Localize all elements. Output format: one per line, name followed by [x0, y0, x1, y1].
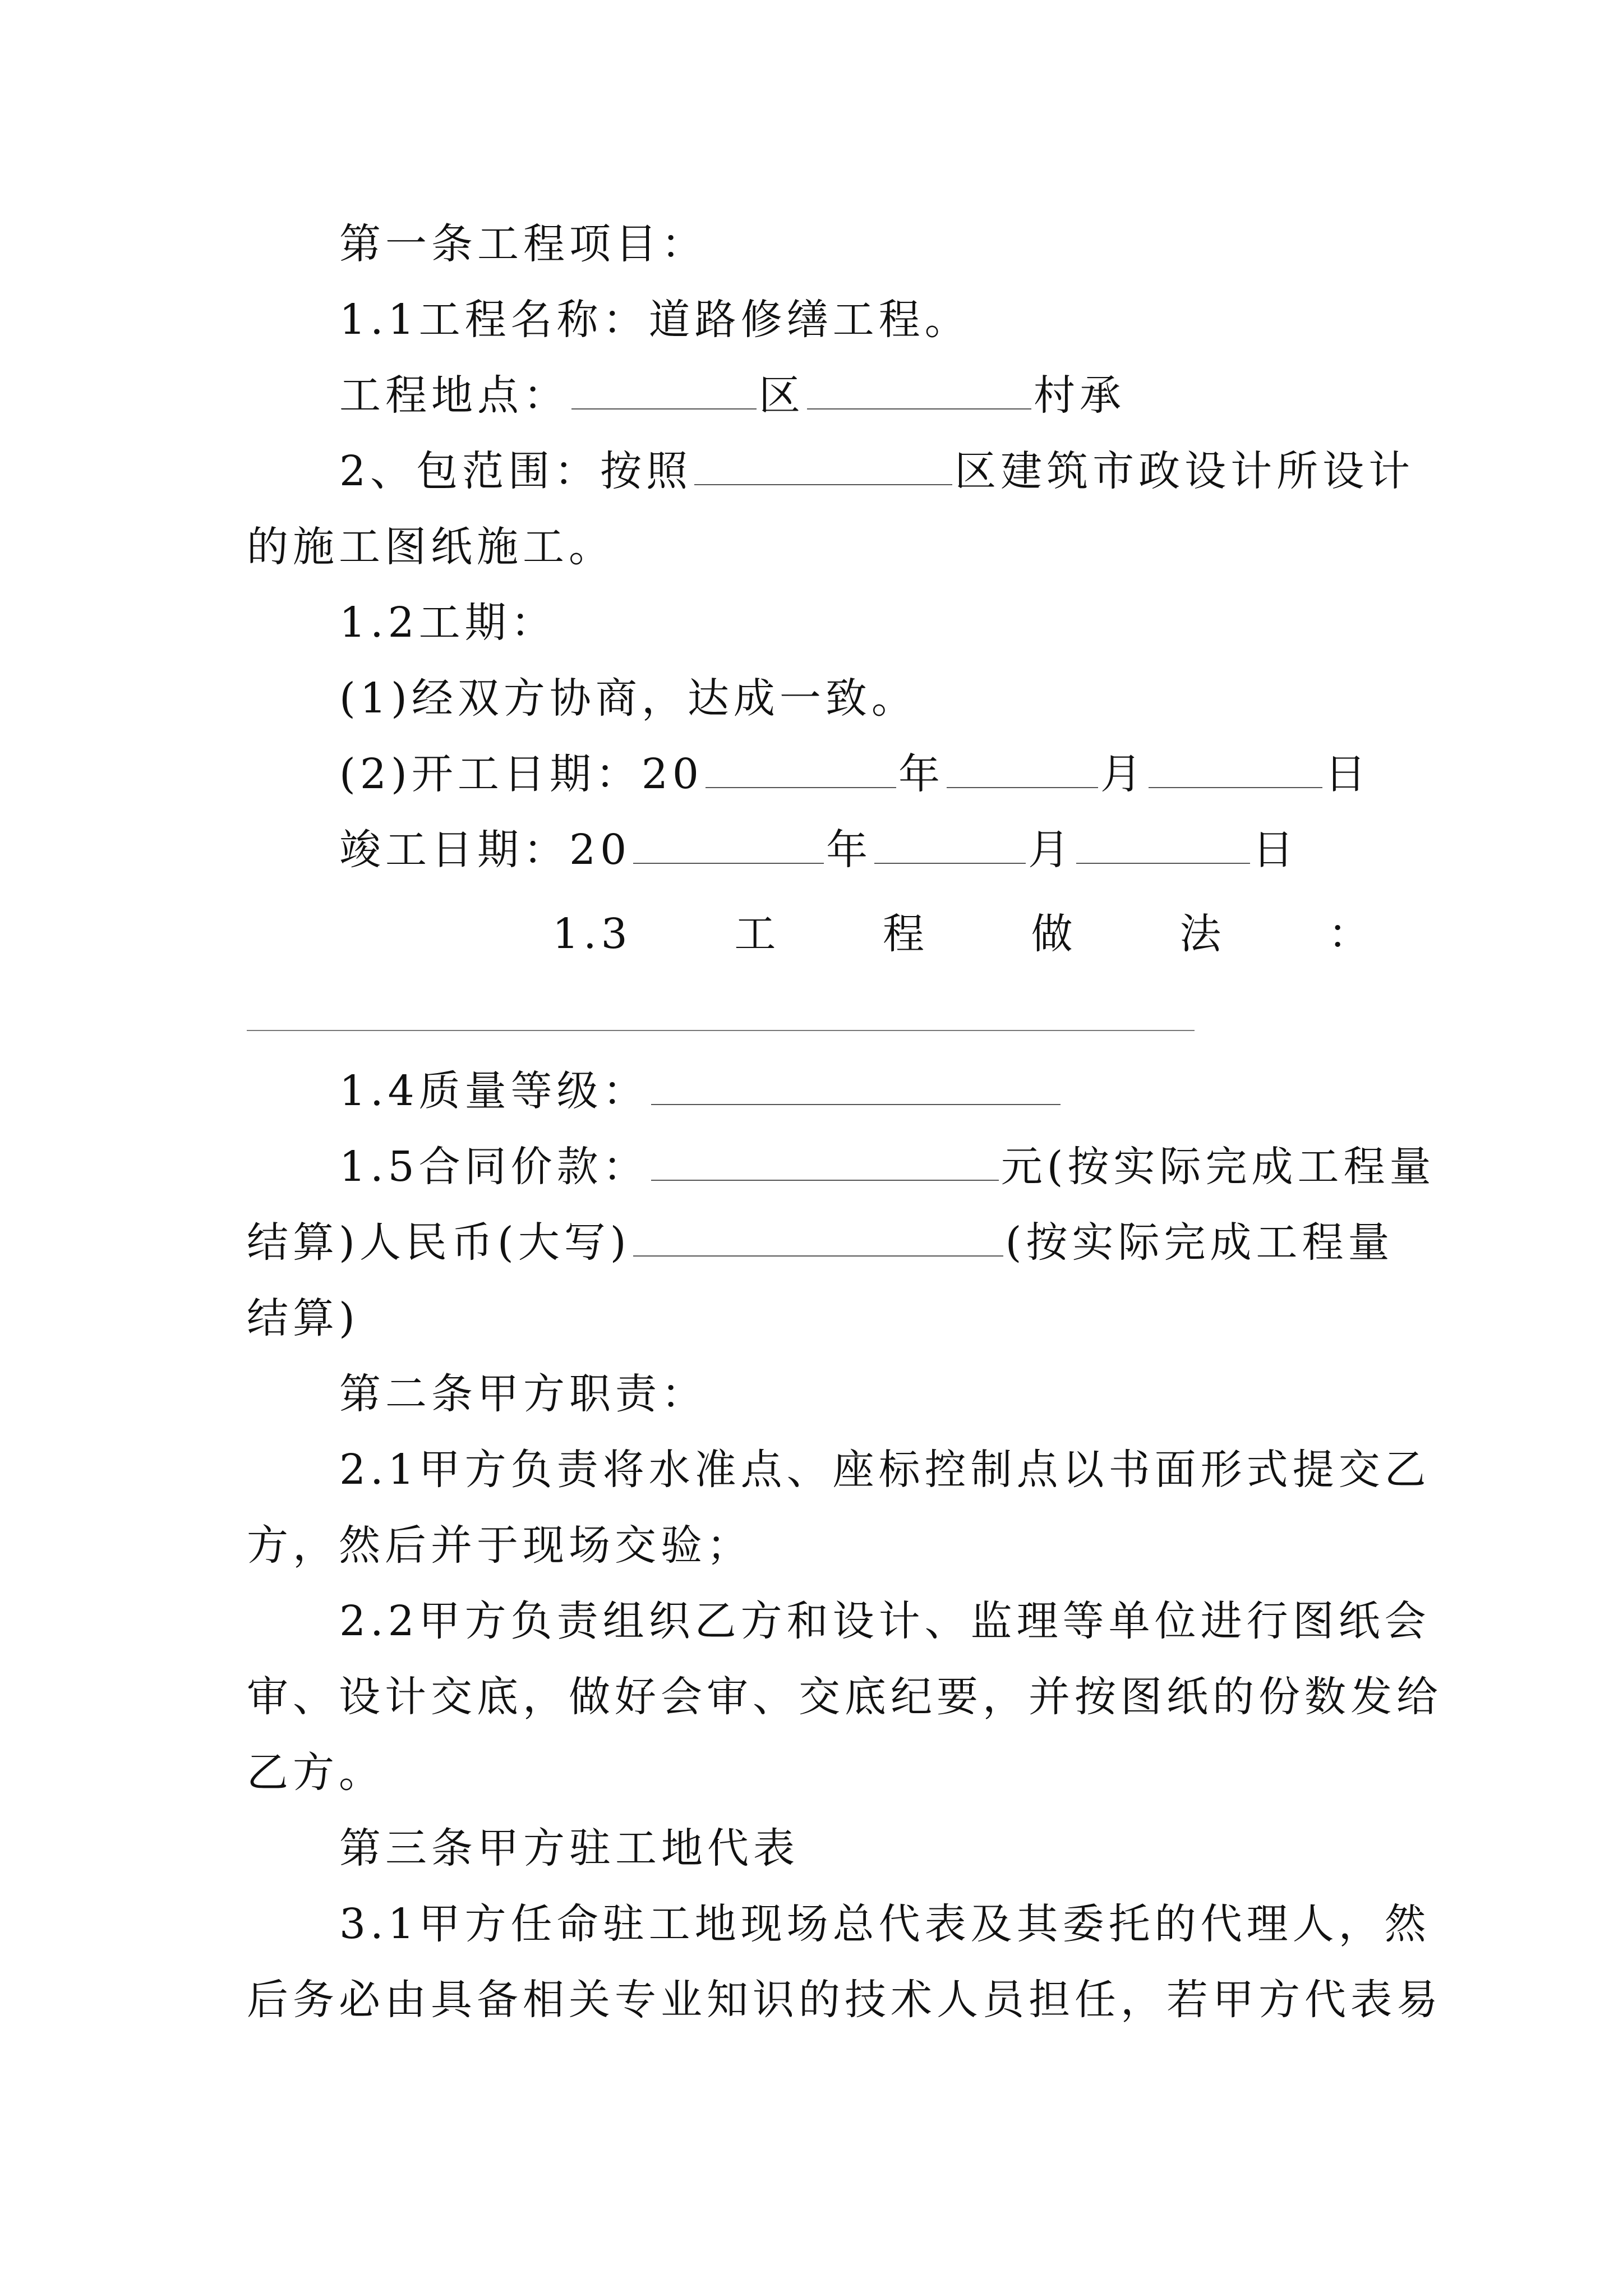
method-char-1: 工	[734, 910, 781, 958]
clause-2-2-line-2: 审、设计交底，做好会审、交底纪要，并按图纸的份数发给	[247, 1673, 1442, 1721]
price-rmb-label: 结算)人民币(大写)	[247, 1218, 631, 1267]
end-year-blank[interactable]	[633, 826, 824, 864]
scope-line-2: 的施工图纸施工。	[247, 523, 615, 571]
scope-district-blank[interactable]	[694, 447, 952, 485]
schedule-item-1: (1)经双方协商，达成一致。	[339, 674, 917, 723]
price-line-2	[247, 1217, 1394, 1268]
section-2-title: 第二条甲方职责：	[339, 1370, 707, 1418]
method-char-4: 法	[1179, 910, 1226, 958]
start-year-blank[interactable]	[706, 750, 896, 788]
year-label: 年	[826, 826, 873, 874]
scope-label: 2、包范围：按照	[339, 447, 693, 495]
method-blank[interactable]	[247, 1030, 1195, 1031]
clause-2-1-line-2: 方，然后并于现场交验；	[247, 1521, 753, 1570]
method-colon: ：	[1327, 910, 1374, 958]
method-char-3: 做	[1031, 910, 1077, 958]
start-month-blank[interactable]	[947, 750, 1098, 788]
end-month-blank[interactable]	[874, 826, 1026, 864]
clause-3-1-line-2: 后务必由具备相关专业知识的技术人员担任，若甲方代表易	[247, 1976, 1442, 2024]
day-label: 日	[1324, 750, 1371, 798]
end-day-blank[interactable]	[1076, 826, 1250, 864]
district-blank[interactable]	[571, 371, 757, 409]
price-line-3: 结算)	[247, 1294, 359, 1342]
start-day-blank[interactable]	[1149, 750, 1322, 788]
price-blank[interactable]	[651, 1143, 999, 1181]
year-label: 年	[898, 750, 944, 798]
quality-label: 1.4质量等级：	[339, 1067, 649, 1115]
price-suffix: 元(按实际完成工程量	[1000, 1143, 1436, 1191]
day-label: 日	[1252, 826, 1299, 874]
site-label: 工程地点：	[339, 371, 569, 420]
scope-line-1	[339, 446, 1415, 496]
district-label: 区	[759, 371, 805, 420]
month-label: 月	[1028, 826, 1075, 874]
method-char-2: 程	[883, 910, 929, 958]
start-date-label: (2)开工日期：20	[339, 750, 703, 798]
price-line-1	[339, 1142, 1436, 1192]
village-label: 村承	[1034, 371, 1126, 420]
quality-grade	[339, 1066, 1385, 1116]
village-blank[interactable]	[807, 371, 1031, 409]
quality-blank[interactable]	[651, 1067, 1061, 1105]
clause-3-1-line-1: 3.1甲方任命驻工地现场总代表及其委托的代理人，然	[339, 1900, 1431, 1948]
schedule-title: 1.2工期：	[339, 599, 557, 647]
price-rmb-suffix: (按实际完成工程量	[1005, 1218, 1394, 1267]
clause-2-2-line-1: 2.2甲方负责组织乙方和设计、监理等单位进行图纸会	[339, 1597, 1431, 1645]
end-date	[339, 825, 1385, 875]
clause-2-1-line-1: 2.1甲方负责将水准点、座标控制点以书面形式提交乙	[339, 1446, 1431, 1494]
end-date-label: 竣工日期：20	[339, 826, 631, 874]
scope-suffix: 区建筑市政设计所设计	[955, 447, 1415, 495]
clause-2-2-line-3: 乙方。	[247, 1749, 385, 1797]
price-rmb-blank[interactable]	[633, 1218, 1003, 1257]
start-date	[339, 749, 1385, 799]
month-label: 月	[1100, 750, 1146, 798]
method-num: 1.3	[552, 910, 632, 958]
price-label: 1.5合同价款：	[339, 1143, 649, 1191]
section-3-title: 第三条甲方驻工地代表	[339, 1824, 799, 1872]
project-site	[339, 370, 1385, 421]
project-name: 1.1工程名称：道路修缮工程。	[339, 296, 971, 344]
method-label-line	[552, 909, 1374, 959]
section-1-title: 第一条工程项目：	[339, 220, 707, 268]
